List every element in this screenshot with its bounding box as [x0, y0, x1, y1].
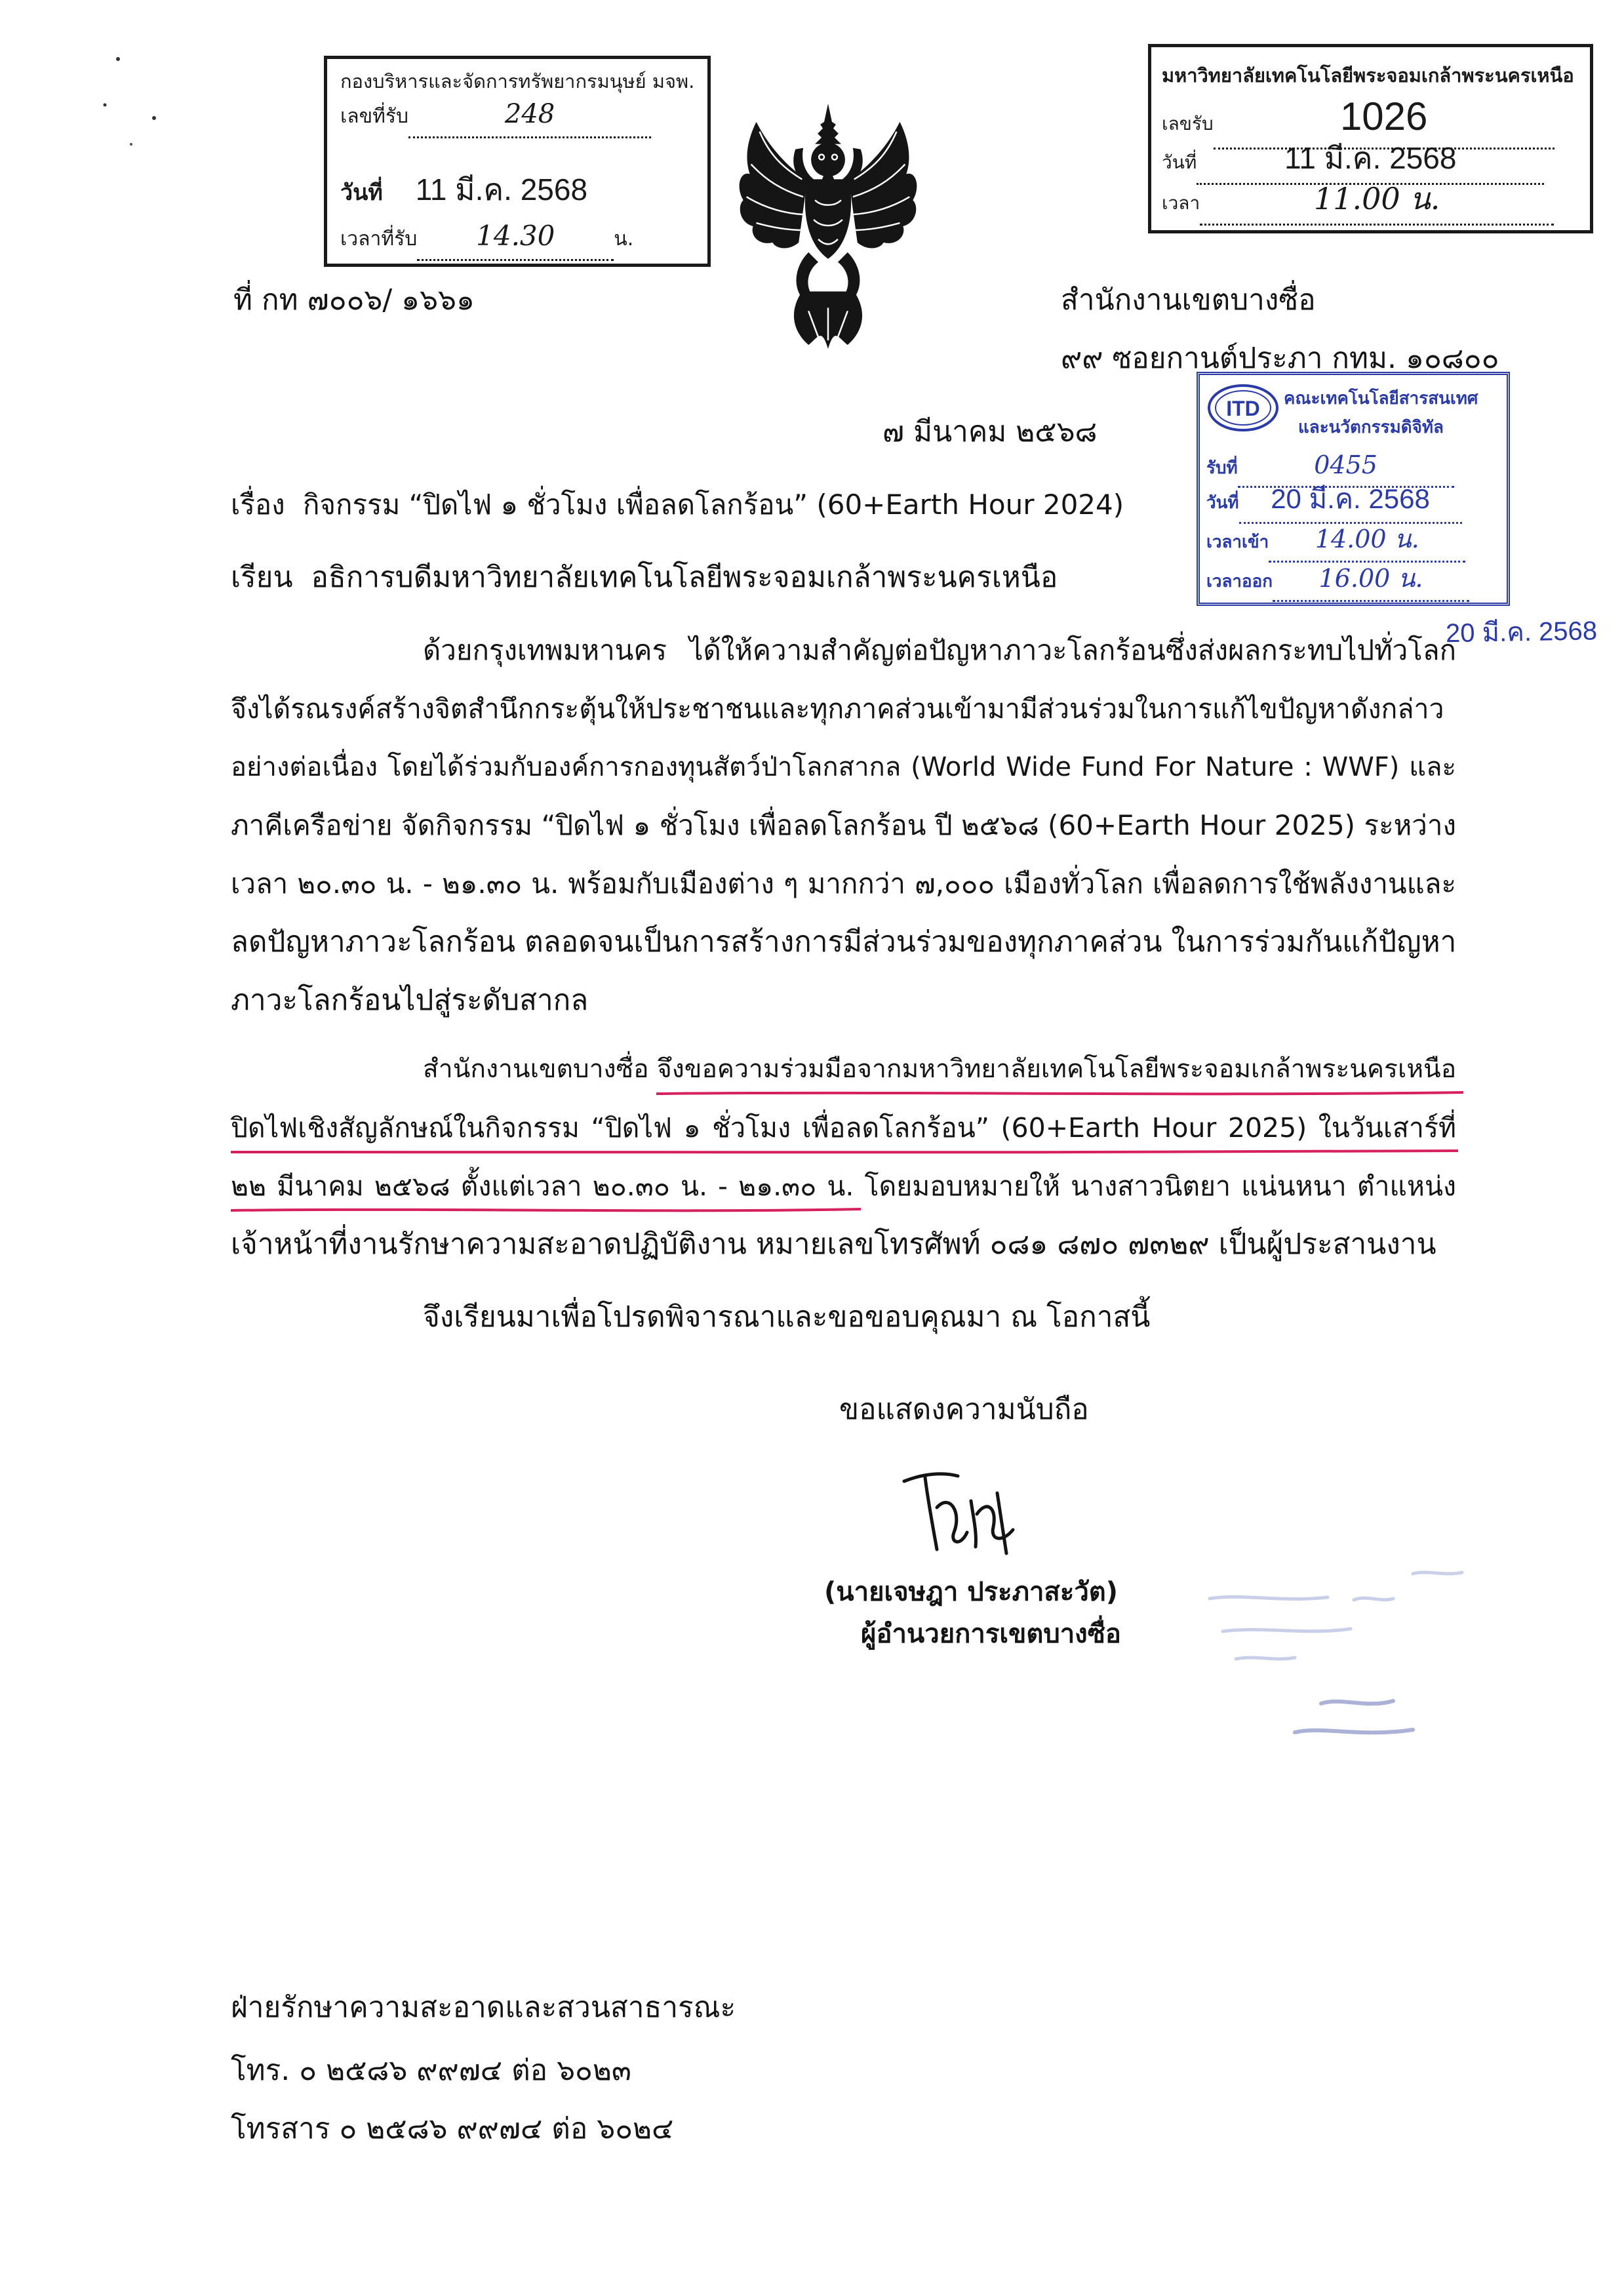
- faculty-logo: [1206, 383, 1280, 433]
- hr-receipt-stamp: [324, 56, 711, 267]
- footer-phone: โทร. ๐ ๒๕๘๖ ๙๙๗๔ ต่อ ๖๐๒๓: [231, 2054, 631, 2087]
- paragraph2-line: ปิดไฟเชิงสัญลักษณ์ในกิจกรรม “ปิดไฟ ๑ ชั่วโมง เพื่อลดโลกร้อน” (60+Earth Hour 2025) ในวันเสาร์ที่: [231, 1112, 1456, 1144]
- stamp-out-label: เวลาออก: [1206, 572, 1273, 591]
- stamp-header: มหาวิทยาลัยเทคโนโลยีพระจอมเกล้าพระนครเหนือ: [1162, 64, 1574, 87]
- paragraph2-line: เจ้าหน้าที่งานรักษาความสะอาดปฏิบัติงาน หมายเลขโทรศัพท์ ๐๘๑ ๘๗๐ ๗๓๒๙ เป็นผู้ประสานงาน: [231, 1227, 1436, 1261]
- closing: ขอแสดงความนับถือ: [839, 1393, 1089, 1426]
- paragraph1-line: ภาวะโลกร้อนไปสู่ระดับสากล: [231, 984, 589, 1017]
- faded-stamp: [1197, 1561, 1472, 1777]
- closing-request: จึงเรียนมาเพื่อโปรดพิจารณาและขอขอบคุณมา ณ โอกาสนี้: [423, 1300, 1151, 1334]
- stamp-date-value: 20 มี.ค. 2568: [1271, 483, 1430, 514]
- sender-address: ๙๙ ซอยกานต์ประภา กทม. ๑๐๘๐๐: [1061, 342, 1499, 375]
- signer-title: ผู้อำนวยการเขตบางซื่อ: [861, 1619, 1121, 1649]
- subject-label: เรื่อง: [231, 489, 285, 521]
- stamp-date-value: 11 มี.ค. 2568: [1284, 141, 1457, 175]
- paragraph1-line: ลดปัญหาภาวะโลกร้อน ตลอดจนเป็นการสร้างการมีส่วนร่วมของทุกภาคส่วน ในการร่วมกันแก้ปัญหา: [231, 925, 1457, 959]
- paragraph1-line: อย่างต่อเนื่อง โดยได้ร่วมกับองค์การกองทุนสัตว์ป่าโลกสากล (World Wide Fund For Nature : WWF) และ: [231, 752, 1456, 782]
- paragraph1-line: เวลา ๒๐.๓๐ น. - ๒๑.๓๐ น. พร้อมกับเมืองต่าง ๆ มากกว่า ๗,๐๐๐ เมืองทั่วโลก เพื่อลดการใช้พลังงานและ: [231, 867, 1456, 900]
- stamp-in-value: 14.00 น.: [1315, 525, 1419, 553]
- stamp-number-value: 0455: [1314, 450, 1377, 479]
- signer-name: (นายเจษฎา ประภาสะวัต): [824, 1577, 1119, 1607]
- stamp-date-field: [1239, 480, 1462, 524]
- stamp-in-row: [1206, 521, 1501, 563]
- paragraph2-line: สำนักงานเขตบางซื่อ จึงขอความร่วมมือจากมหาวิทยาลัยเทคโนโลยีพระจอมเกล้าพระนครเหนือ: [423, 1054, 1457, 1084]
- stamp-date-row: [1206, 480, 1501, 524]
- recipient-line: [231, 557, 1083, 599]
- stamp-header: กองบริหารและจัดการทรัพยากรมนุษย์ มจพ.: [340, 70, 695, 92]
- paragraph1-line: จึงได้รณรงค์สร้างจิตสำนึกกระตุ้นให้ประชาชนและทุกภาคส่วนเข้ามามีส่วนร่วมในการแก้ไขปัญหาดังกล่าว: [231, 693, 1444, 725]
- stamp-out-value: 16.00 น.: [1318, 564, 1423, 593]
- red-underlines: [0, 1049, 1624, 1246]
- stamp-date-value: 11 มี.ค. 2568: [415, 172, 588, 207]
- stamp-out-field: [1273, 560, 1469, 602]
- stamp-in-field: [1269, 521, 1465, 563]
- subject-text: กิจกรรม “ปิดไฟ ๑ ชั่วโมง เพื่อลดโลกร้อน” (60+Earth Hour 2024): [303, 489, 1124, 521]
- paragraph2-line: ๒๒ มีนาคม ๒๕๖๘ ตั้งแต่เวลา ๒๐.๓๐ น. - ๒๑.๓๐ น. โดยมอบหมายให้ นางสาวนิตยา แน่นหนา ตำแหน่ง: [231, 1170, 1456, 1202]
- stamp-time-value: 11.00 น.: [1313, 181, 1440, 216]
- stamp-date-label: วันที่: [1162, 151, 1197, 173]
- stamp-out-row: [1206, 560, 1501, 602]
- stamp-time-label: เวลา: [1162, 192, 1200, 214]
- garuda-emblem: [730, 102, 926, 350]
- stamp-header-line2: และนวัตกรรมดิจิทัล: [1298, 418, 1444, 437]
- scan-marks: [92, 46, 184, 164]
- red-underline: [231, 1209, 861, 1210]
- stamp-time-label: เวลาที่รับ: [340, 228, 418, 250]
- university-receipt-stamp: [1148, 44, 1593, 233]
- stamp-number-label: เลขที่รับ: [340, 105, 409, 128]
- subject-line: [231, 484, 1149, 526]
- red-underline: [231, 1151, 1458, 1152]
- stamp-number-row: [340, 94, 694, 138]
- reference-number: ที่ กท ๗๐๐๖/ ๑๖๖๑: [233, 283, 475, 317]
- stamp-date-label: วันที่: [1206, 493, 1239, 513]
- stamp-number-label: เลขรับ: [1162, 113, 1214, 134]
- paragraph1-line: ภาคีเครือข่าย จัดกิจกรรม “ปิดไฟ ๑ ชั่วโมง เพื่อลดโลกร้อน ปี ๒๕๖๘ (60+Earth Hour 2025) ระหว่าง: [231, 809, 1456, 841]
- stamp-number-field: [408, 94, 651, 138]
- footer-fax: โทรสาร ๐ ๒๕๘๖ ๙๙๗๔ ต่อ ๖๐๒๔: [231, 2112, 674, 2145]
- stamp-number-value: 248: [504, 99, 555, 129]
- stamp-date-label: วันที่: [340, 180, 383, 206]
- faculty-logo-text: ITD: [1226, 397, 1260, 420]
- stamp-number-label: รับที่: [1206, 458, 1238, 478]
- stamp-header-line1: คณะเทคโนโลยีสารสนเทศ: [1284, 389, 1478, 409]
- recipient-text: อธิการบดีมหาวิทยาลัยเทคโนโลยีพระจอมเกล้าพระนครเหนือ: [311, 561, 1058, 594]
- stamp-time-value: 14.30: [476, 220, 555, 252]
- stamp-time-row: [1162, 178, 1581, 226]
- stamp-time-suffix: น.: [614, 228, 634, 250]
- recipient-label: เรียน: [231, 561, 293, 594]
- letter-date: ๗ มีนาคม ๒๕๖๘: [882, 415, 1098, 449]
- stamp-time-field: [1200, 178, 1554, 226]
- stamp-time-field: [417, 216, 614, 261]
- stamp-date-row: [340, 168, 694, 214]
- sender-office: สำนักงานเขตบางซื่อ: [1061, 283, 1316, 317]
- stamp-time-row: [340, 216, 694, 261]
- footer-division: ฝ่ายรักษาความสะอาดและสวนสาธารณะ: [231, 1991, 736, 2024]
- red-underline: [656, 1092, 1463, 1094]
- stamp-in-label: เวลาเข้า: [1206, 532, 1269, 552]
- faculty-receipt-stamp: [1197, 372, 1510, 606]
- signature: [898, 1467, 1022, 1559]
- date-stamp: 20 มี.ค. 2568: [1445, 616, 1598, 648]
- stamp-number-value: 1026: [1339, 94, 1428, 138]
- paragraph1-line: ด้วยกรุงเทพมหานคร ได้ให้ความสำคัญต่อปัญหาภาวะโลกร้อนซึ่งส่งผลกระทบไปทั่วโลก: [423, 634, 1456, 666]
